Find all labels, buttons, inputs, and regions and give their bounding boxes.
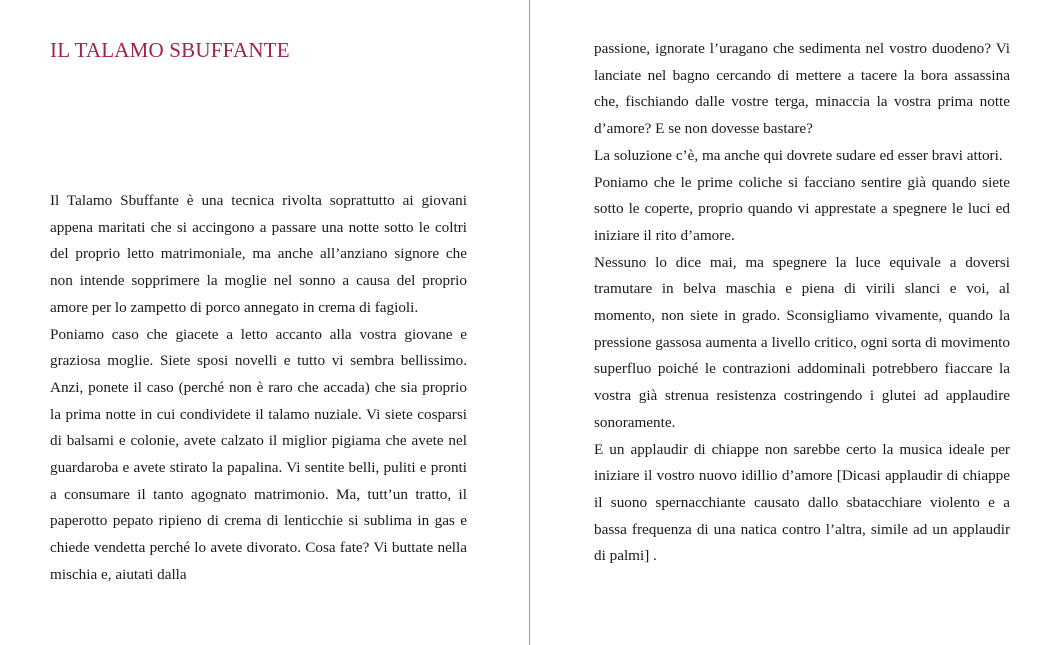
paragraph: Il Talamo Sbuffante è una tecnica rivolta soprattutto ai giovani appena maritati che si accingono a passare una notte sotto le coltri del proprio letto matrimoniale, ma anche all’anziano signore che non intende sopprimere la moglie nel sonno a causa del proprio amore per lo zampetto di porco annegato in crema di fagioli. xyxy=(50,192,467,316)
chapter-title: IL TALAMO SBUFFANTE xyxy=(50,38,290,62)
paragraph: Poniamo che le prime coliche si facciano sentire già quando siete sotto le coperte, proprio quando vi apprestate a spegnere le luci ed iniziare il rito d’amore. xyxy=(594,173,1010,244)
paragraph: Poniamo caso che giacete a letto accanto alla vostra giovane e graziosa moglie. Siete sposi novelli e tutto vi sembra bellissimo. Anzi, ponete il caso (perché non è raro che accada) che sia proprio la prima notte in cui condividete il talamo nuziale. Vi siete cosparsi di balsami e colonie, avete calzato il miglior pigiama che avete nel guardaroba e avete stirato la papalina. Vi sentite belli, puliti e pronti a consumare il tanto agognato matrimonio. Ma, tutt’un tratto, il paperotto pepato ripieno di crema di lenticchie si sublima in gas e chiede vendetta perché lo avete divorato. Cosa fate? Vi buttate nella mischia e, aiutati dalla xyxy=(50,325,467,583)
paragraph: passione, ignorate l’uragano che sedimenta nel vostro duodeno? Vi lanciate nel bagno cercando di mettere a tacere la bora assassina che, fischiando dalle vostre terga, minaccia la vostra prima notte d’amore? E se non dovesse bastare? xyxy=(594,40,1010,138)
right-page-text xyxy=(594,36,1010,570)
page-divider xyxy=(529,0,530,645)
left-page-text xyxy=(50,188,467,589)
paragraph: Nessuno lo dice mai, ma spegnere la luce equivale a doversi tramutare in belva maschia e piena di virili slanci e voi, al momento, non siete in grado. Sconsigliamo vivamente, quando la pressione gassosa aumenta a livello critico, ogni sorta di movimento superfluo poiché le contrazioni addominali potrebbero fiaccare la vostra già strenua resistenza costringendo i glutei ad applaudire sonoramente. xyxy=(594,253,1010,431)
paragraph: La soluzione c’è, ma anche qui dovrete sudare ed esser bravi attori. xyxy=(594,146,1003,164)
paragraph: E un applaudir di chiappe non sarebbe certo la musica ideale per iniziare il vostro nuovo idillio d’amore [Dicasi applaudir di chiappe il suono spernacchiante causato dallo sbatacchiare violento e a bassa frequenza di una natica contro l’altra, simile ad un applaudir di palmi] . xyxy=(594,440,1010,565)
